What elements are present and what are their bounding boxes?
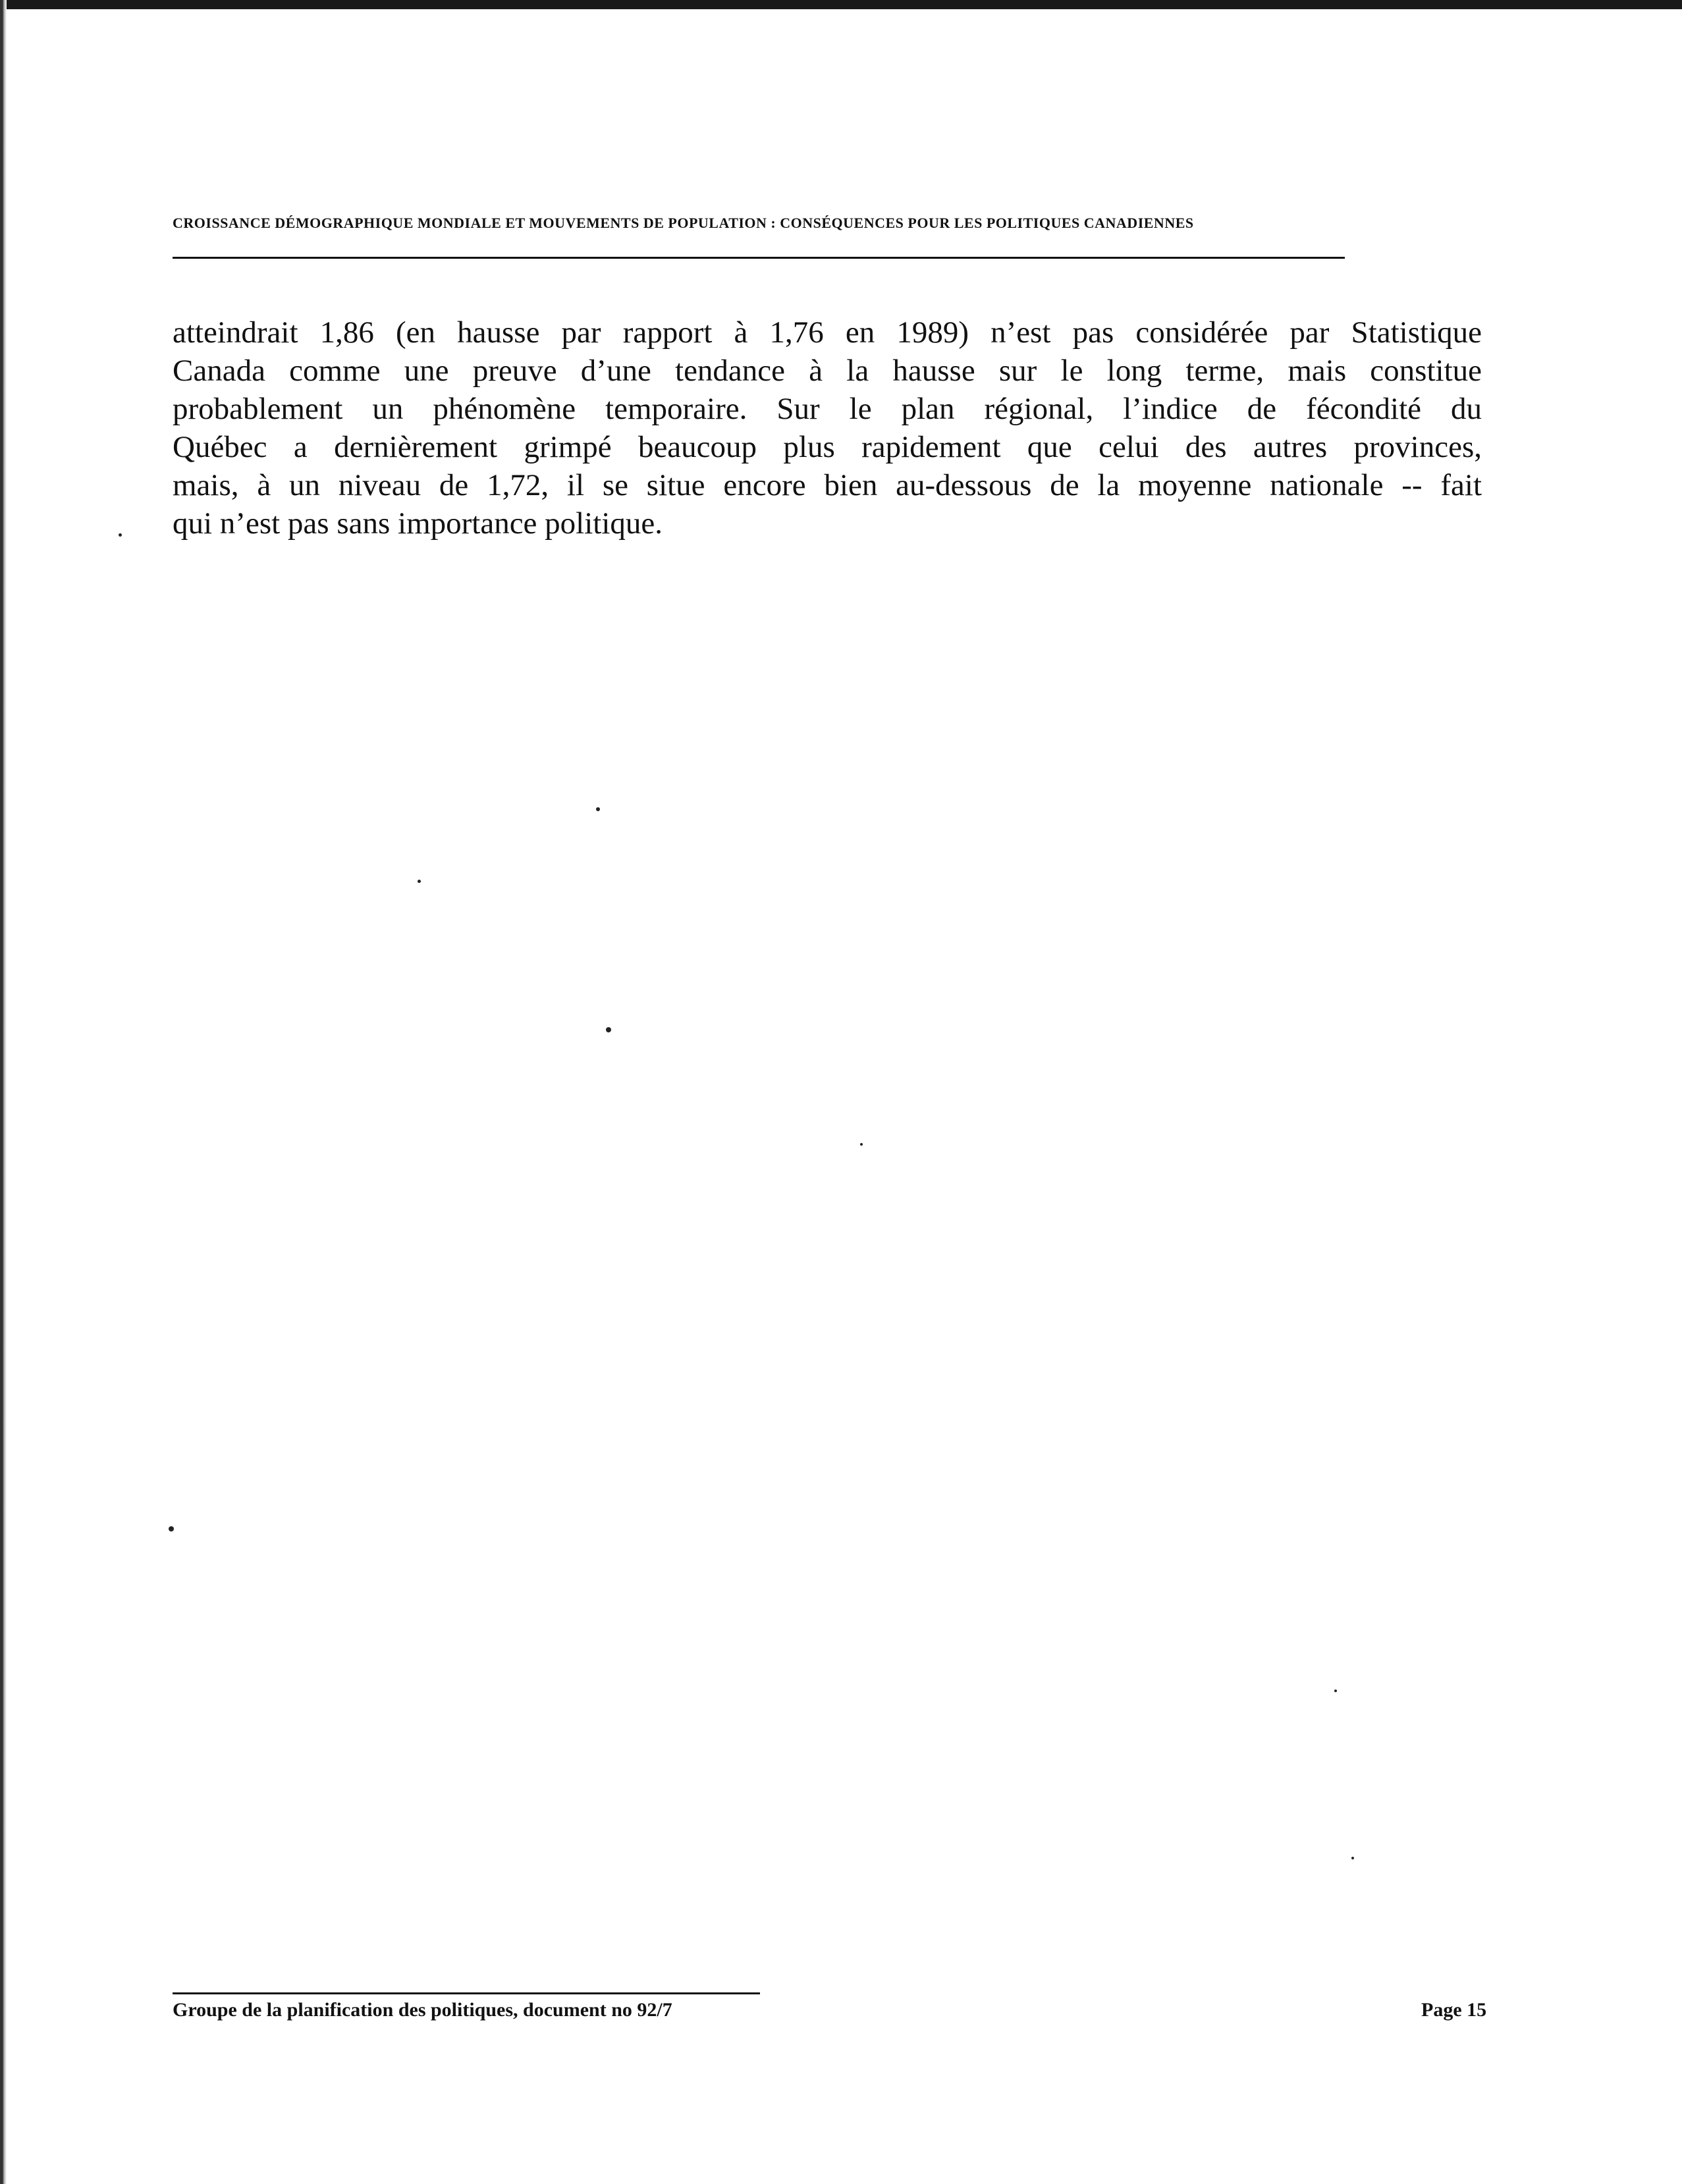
body-paragraph (173, 313, 1482, 543)
paragraph-line: Canada comme une preuve d’une tendance à la hausse sur le long terme, mais constitue (173, 354, 1482, 388)
scan-speck (596, 807, 600, 811)
running-header: CROISSANCE DÉMOGRAPHIQUE MONDIALE ET MOUVEMENTS DE POPULATION : CONSÉQUENCES POUR LES POLITIQUES CANADIENNES (173, 215, 1194, 231)
scan-left-edge (0, 0, 7, 2184)
footer-rule (173, 1992, 760, 1994)
scan-speck (169, 1526, 174, 1531)
scan-speck (418, 880, 421, 883)
scan-speck (1351, 1857, 1354, 1859)
paragraph-line: mais, à un niveau de 1,72, il se situe encore bien au-dessous de la moyenne nationale -- fait (173, 468, 1482, 502)
paragraph-line: probablement un phénomène temporaire. Sur le plan régional, l’indice de fécondité du (173, 392, 1482, 426)
scan-top-edge (0, 0, 1682, 9)
scan-speck (1334, 1690, 1337, 1692)
scan-speck (860, 1143, 863, 1146)
footer-document-reference: Groupe de la planification des politiques, document no 92/7 (173, 1999, 672, 2021)
paragraph-line: Québec a dernièrement grimpé beaucoup plus rapidement que celui des autres provinces, (173, 430, 1482, 464)
scan-speck (606, 1027, 611, 1032)
paragraph-line: qui n’est pas sans importance politique. (173, 506, 663, 541)
paragraph-line: atteindrait 1,86 (en hausse par rapport à 1,76 en 1989) n’est pas considérée par Statistique (173, 315, 1482, 350)
scan-speck (119, 533, 122, 537)
page-number: Page 15 (1421, 1999, 1487, 2021)
header-rule (173, 257, 1345, 259)
